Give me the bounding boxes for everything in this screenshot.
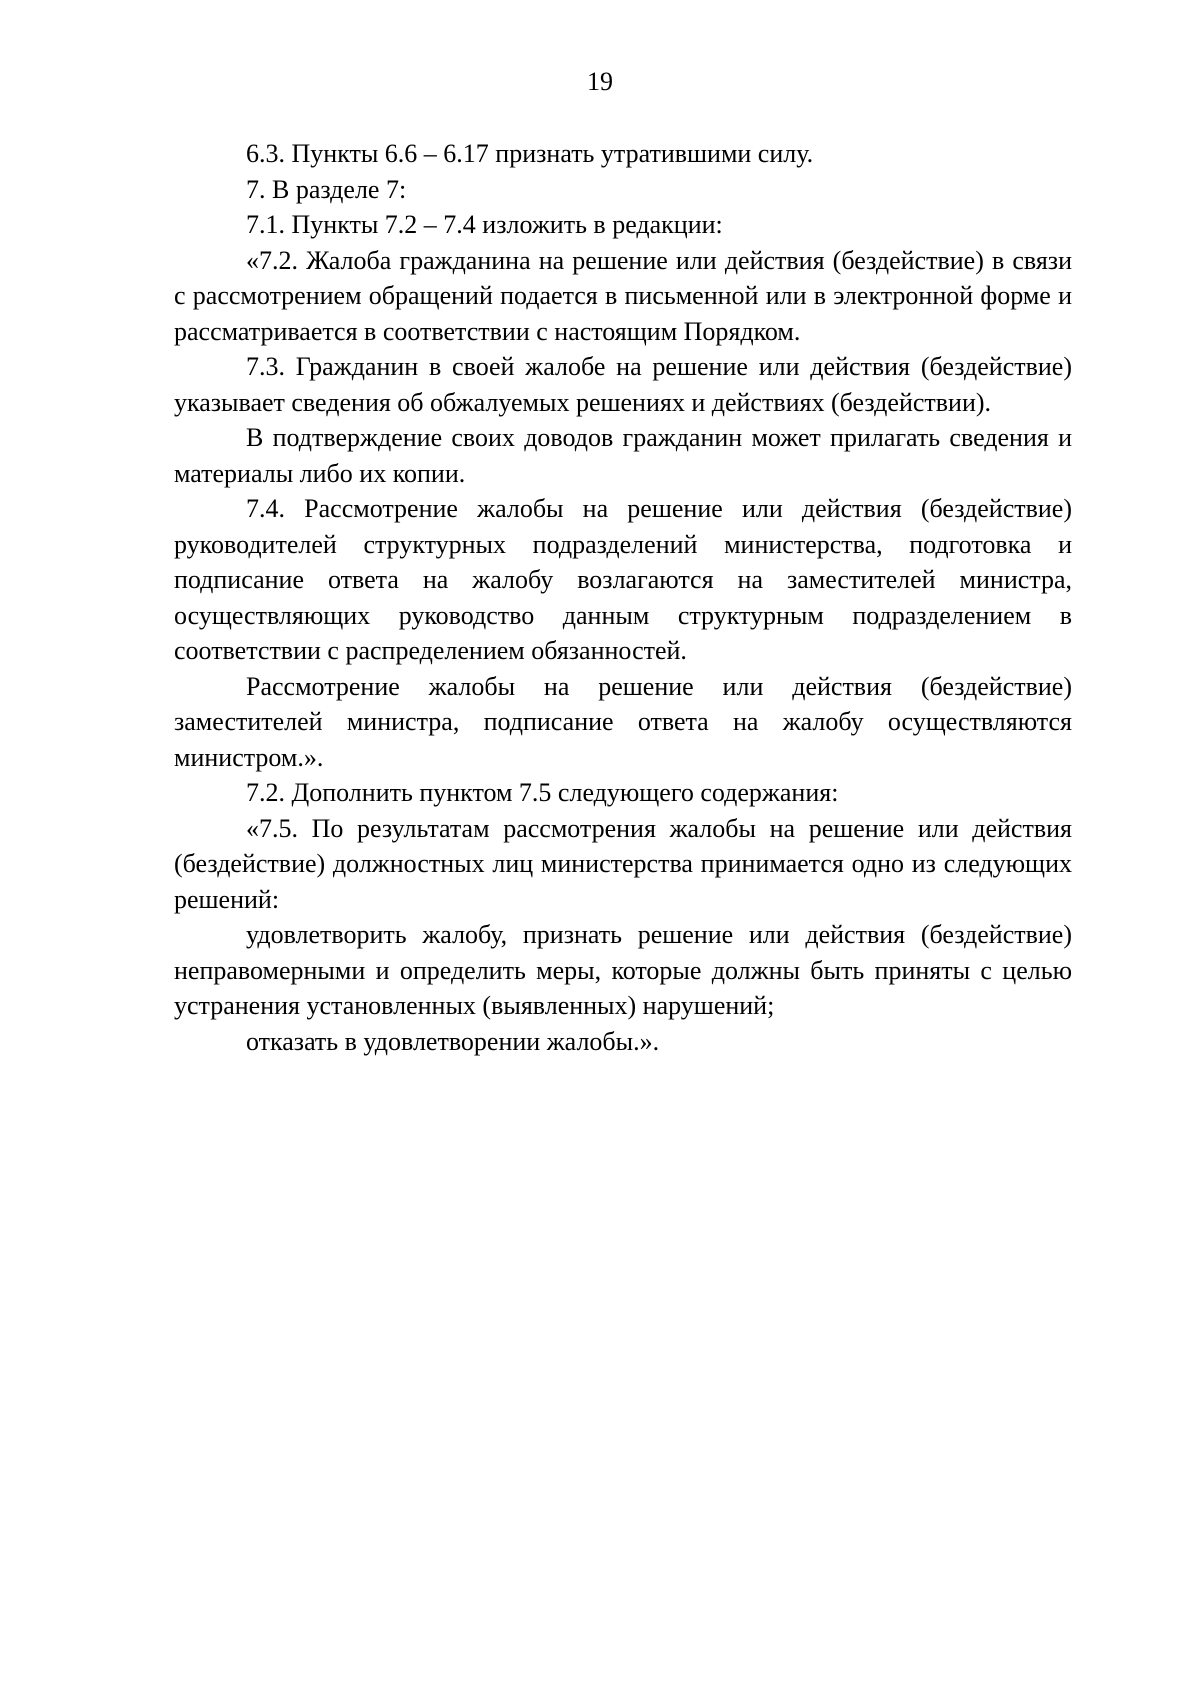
paragraph-7-1: 7.1. Пункты 7.2 – 7.4 изложить в редакции: [246,210,723,239]
paragraph-6-3: 6.3. Пункты 6.6 – 6.17 признать утратившими силу. [246,139,814,168]
paragraph-supporting-materials: В подтверждение своих доводов гражданин может прилагать сведения и материалы либо их копии. [174,423,1072,488]
paragraph-7-2-quote: «7.2. Жалоба гражданина на решение или действия (бездействие) в связи с рассмотрением обращений подается в письменной или в электронной форме и рассматривается в соответствии с настоящим Порядком. [174,245,1072,346]
paragraph-satisfy-complaint: удовлетворить жалобу, признать решение или действия (бездействие) неправомерными и определить меры, которые должны быть приняты с целью устранения установленных (выявленных) нарушений; [174,920,1072,1020]
paragraph-7-2-addition: 7.2. Дополнить пунктом 7.5 следующего содержания: [246,778,839,807]
paragraph-7: 7. В разделе 7: [246,174,407,204]
paragraph-deputy-complaint: Рассмотрение жалобы на решение или действия (бездействие) заместителей министра, подписание ответа на жалобу осуществляются министром.». [174,671,1072,772]
paragraph-7-3: 7.3. Гражданин в своей жалобе на решение или действия (бездействие) указывает сведения об обжалуемых решениях и действиях (бездействии). [174,352,1072,417]
page-number: 19 [587,67,613,96]
document-body [174,136,1072,1059]
paragraph-7-4: 7.4. Рассмотрение жалобы на решение или действия (бездействие) руководителей структурных подразделений министерства, подготовка и подписание ответа на жалобу возлагаются на заместителей министра, осуществляющих руководство данным структурным подразделением в соответствии с распределением обязанностей. [174,494,1072,665]
paragraph-7-5: «7.5. По результатам рассмотрения жалобы на решение или действия (бездействие) должностных лиц министерства принимается одно из следующих решений: [174,813,1072,914]
paragraph-refuse-complaint: отказать в удовлетворении жалобы.». [246,1026,660,1056]
